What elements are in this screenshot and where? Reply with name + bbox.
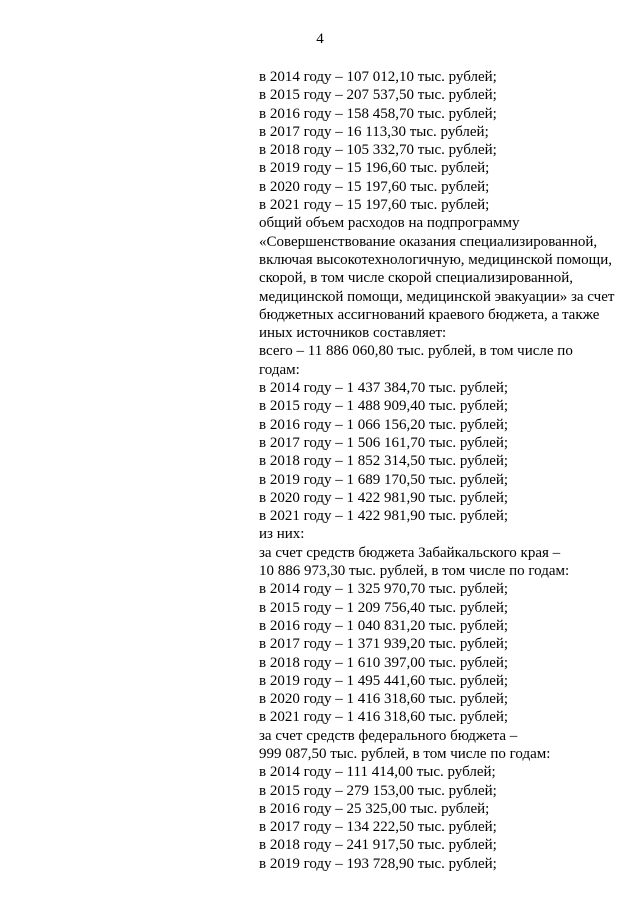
text-line: 10 886 973,30 тыс. рублей, в том числе по годам: bbox=[259, 563, 570, 580]
text-line: в 2021 году – 15 197,60 тыс. рублей; bbox=[259, 197, 490, 214]
text-line: в 2014 году – 1 325 970,70 тыс. рублей; bbox=[259, 581, 509, 598]
text-line: в 2016 году – 25 325,00 тыс. рублей; bbox=[259, 800, 490, 817]
text-line: всего – 11 886 060,80 тыс. рублей, в том числе по bbox=[259, 343, 573, 360]
text-line: за счет средств бюджета Забайкальского края – bbox=[259, 544, 561, 561]
text-line: в 2019 году – 15 196,60 тыс. рублей; bbox=[259, 160, 490, 177]
text-line: 999 087,50 тыс. рублей, в том числе по годам: bbox=[259, 745, 551, 762]
text-line: в 2017 году – 134 222,50 тыс. рублей; bbox=[259, 819, 497, 836]
text-line: иных источников составляет: bbox=[259, 325, 447, 342]
text-line: в 2014 году – 1 437 384,70 тыс. рублей; bbox=[259, 380, 509, 397]
text-line: из них: bbox=[259, 526, 305, 543]
text-line: в 2015 году – 207 537,50 тыс. рублей; bbox=[259, 87, 497, 104]
text-line: медицинской помощи, медицинской эвакуации» за счет bbox=[259, 288, 615, 305]
text-line: в 2015 году – 279 153,00 тыс. рублей; bbox=[259, 782, 497, 799]
text-line: в 2017 году – 16 113,30 тыс. рублей; bbox=[259, 123, 489, 140]
document-body bbox=[259, 68, 624, 873]
text-line: в 2016 году – 1 066 156,20 тыс. рублей; bbox=[259, 416, 509, 433]
text-line: в 2018 году – 241 917,50 тыс. рублей; bbox=[259, 837, 497, 854]
text-line: годам: bbox=[259, 361, 300, 378]
text-line: в 2021 году – 1 422 981,90 тыс. рублей; bbox=[259, 508, 509, 525]
text-line: в 2017 году – 1 371 939,20 тыс. рублей; bbox=[259, 636, 509, 653]
text-line: в 2020 году – 1 416 318,60 тыс. рублей; bbox=[259, 691, 509, 708]
text-line: в 2018 году – 1 610 397,00 тыс. рублей; bbox=[259, 654, 509, 671]
text-line: в 2020 году – 15 197,60 тыс. рублей; bbox=[259, 178, 490, 195]
page-number: 4 bbox=[316, 31, 324, 47]
text-line: в 2018 году – 1 852 314,50 тыс. рублей; bbox=[259, 453, 509, 470]
text-line: за счет средств федерального бюджета – bbox=[259, 727, 518, 744]
text-line: в 2015 году – 1 209 756,40 тыс. рублей; bbox=[259, 599, 509, 616]
text-line: в 2019 году – 1 495 441,60 тыс. рублей; bbox=[259, 672, 509, 689]
text-line: в 2015 году – 1 488 909,40 тыс. рублей; bbox=[259, 398, 509, 415]
text-line: «Совершенствование оказания специализированной, bbox=[259, 233, 598, 250]
text-line: общий объем расходов на подпрограмму bbox=[259, 215, 520, 232]
text-line: в 2016 году – 158 458,70 тыс. рублей; bbox=[259, 105, 497, 122]
text-line: в 2019 году – 193 728,90 тыс. рублей; bbox=[259, 855, 497, 872]
text-line: в 2020 году – 1 422 981,90 тыс. рублей; bbox=[259, 489, 509, 506]
text-line: в 2014 году – 111 414,00 тыс. рублей; bbox=[259, 764, 496, 781]
text-line: в 2017 году – 1 506 161,70 тыс. рублей; bbox=[259, 434, 509, 451]
text-line: в 2019 году – 1 689 170,50 тыс. рублей; bbox=[259, 471, 509, 488]
text-line: в 2014 году – 107 012,10 тыс. рублей; bbox=[259, 69, 497, 85]
text-line: в 2016 году – 1 040 831,20 тыс. рублей; bbox=[259, 617, 509, 634]
text-line: в 2018 году – 105 332,70 тыс. рублей; bbox=[259, 142, 497, 159]
text-line: скорой, в том числе скорой специализированной, bbox=[259, 270, 573, 287]
text-line: в 2021 году – 1 416 318,60 тыс. рублей; bbox=[259, 709, 509, 726]
text-line: включая высокотехнологичную, медицинской помощи, bbox=[259, 251, 612, 268]
text-line: бюджетных ассигнований краевого бюджета, а также bbox=[259, 306, 600, 323]
